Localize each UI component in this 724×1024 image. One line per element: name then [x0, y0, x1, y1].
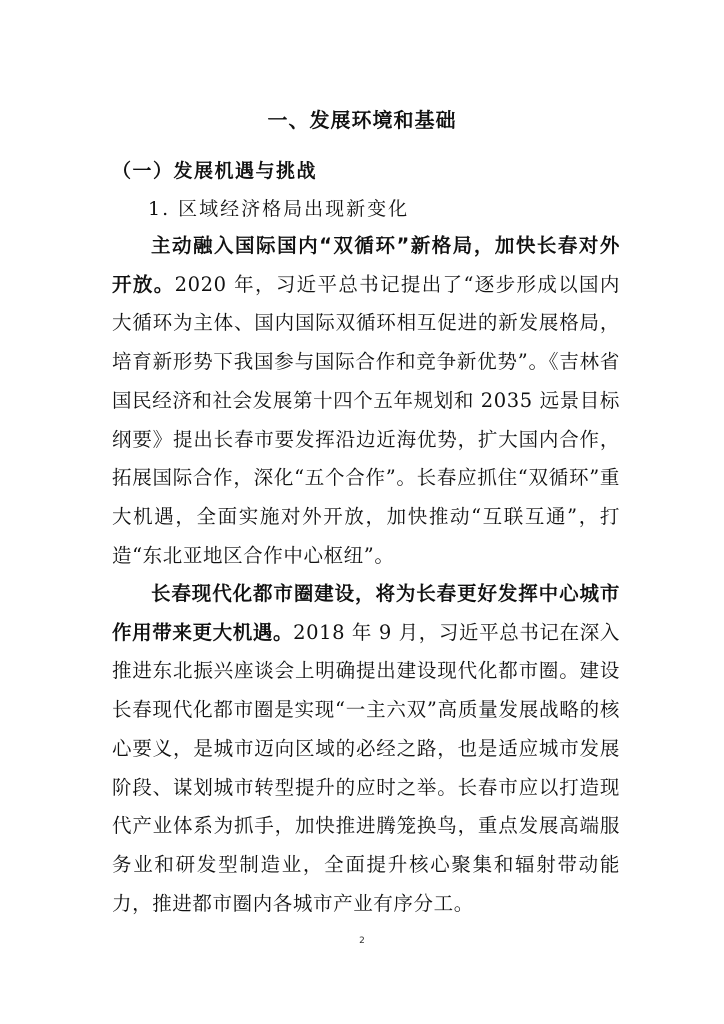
- paragraph-lead: 长春现代化都市圈建设，将为长春更好发挥中心城市作用带来更大机遇。: [112, 582, 620, 644]
- subsection-title: （一）发展机遇与挑战: [112, 160, 318, 182]
- paragraph-dual-circulation: [112, 227, 620, 575]
- paragraph-body: 2020 年，习近平总书记提出了“逐步形成以国内大循环为主体、国内国际双循环相互促进的新发展格局，培育新形势下我国参与国际合作和竞争新优势”。《吉林省国民经济和社会发展第十四个五年规划和 2035 远景目标纲要》提出长春市要发挥沿边近海优势，扩大国内合作，拓展国际合作，深化“五个合作”。长春应抓住“双循环”重大机遇，全面实施对外开放，加快推动“互联互通”，打造“东北亚地区合作中心枢纽”。: [112, 272, 620, 567]
- item-title: 1. 区域经济格局出现新变化: [148, 198, 410, 220]
- paragraph-lead: 主动融入国际国内“双循环”新格局，加快长春对外开放。: [112, 234, 620, 296]
- section-title: 一、发展环境和基础: [267, 108, 457, 132]
- paragraph-metropolitan-area: [112, 575, 620, 923]
- paragraph-body: 2018 年 9 月，习近平总书记在深入推进东北振兴座谈会上明确提出建设现代化都市圈。建设长春现代化都市圈是实现“一主六双”高质量发展战略的核心要义，是城市迈向区域的必经之路，也是适应城市发展阶段、谋划城市转型提升的应时之举。长春市应以打造现代产业体系为抓手，加快推进腾笼换鸟，重点发展高端服务业和研发型制造业，全面提升核心聚集和辐射带动能力，推进都市圈内各城市产业有序分工。: [112, 620, 620, 915]
- page-number: 2: [359, 936, 365, 946]
